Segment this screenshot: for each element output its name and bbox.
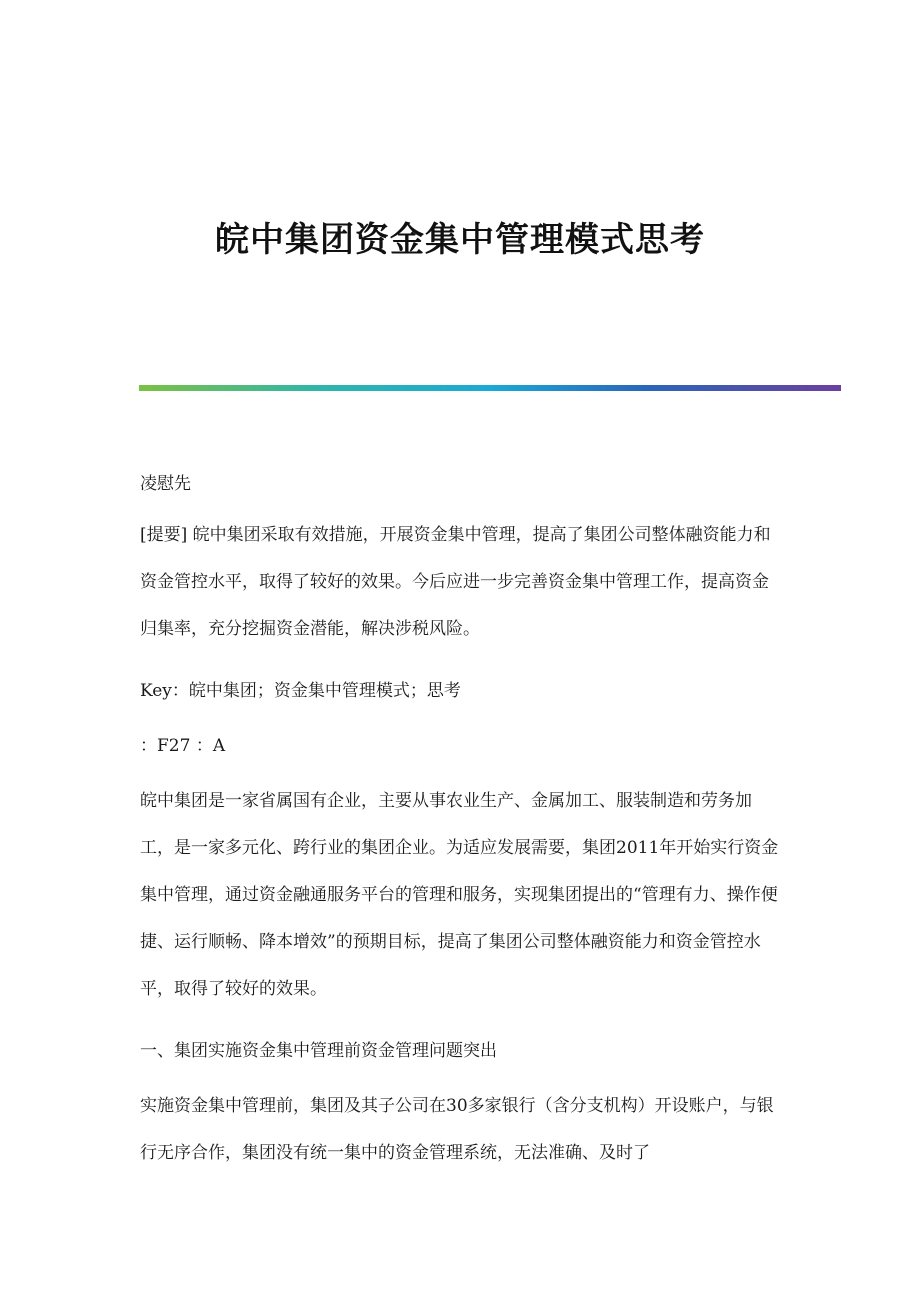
classification-line: ：F27 ：A [140, 736, 226, 756]
document-body [140, 470, 782, 1201]
title-divider [139, 385, 841, 391]
author-name: 凌慰先 [140, 474, 191, 494]
body-paragraph: 实施资金集中管理前，集团及其子公司在30多家银行（含分支机构）开设账户，与银行无序合作，集团没有统一集中的资金管理系统，无法准确、及时了 [140, 1096, 774, 1163]
section-heading: 一、集团实施资金集中管理前资金管理问题突出 [140, 1041, 497, 1061]
intro-paragraph: 皖中集团是一家省属国有企业，主要从事农业生产、金属加工、服装制造和劳务加工，是一家多元化、跨行业的集团企业。为适应发展需要，集团2011年开始实行资金集中管理，通过资金融通服务平台的管理和服务，实现集团提出的“管理有力、操作便捷、运行顺畅、降本增效”的预期目标，提高了集团公司整体融资能力和资金管控水平，取得了较好的效果。 [140, 791, 779, 999]
document-title: 皖中集团资金集中管理模式思考 [215, 220, 705, 260]
abstract-paragraph: [提要] 皖中集团采取有效措施，开展资金集中管理，提高了集团公司整体融资能力和资金管控水平，取得了较好的效果。今后应进一步完善资金集中管理工作，提高资金归集率，充分挖掘资金潜能，解决涉税风险。 [140, 525, 771, 639]
keywords-line: Key：皖中集团；资金集中管理模式；思考 [140, 681, 461, 701]
